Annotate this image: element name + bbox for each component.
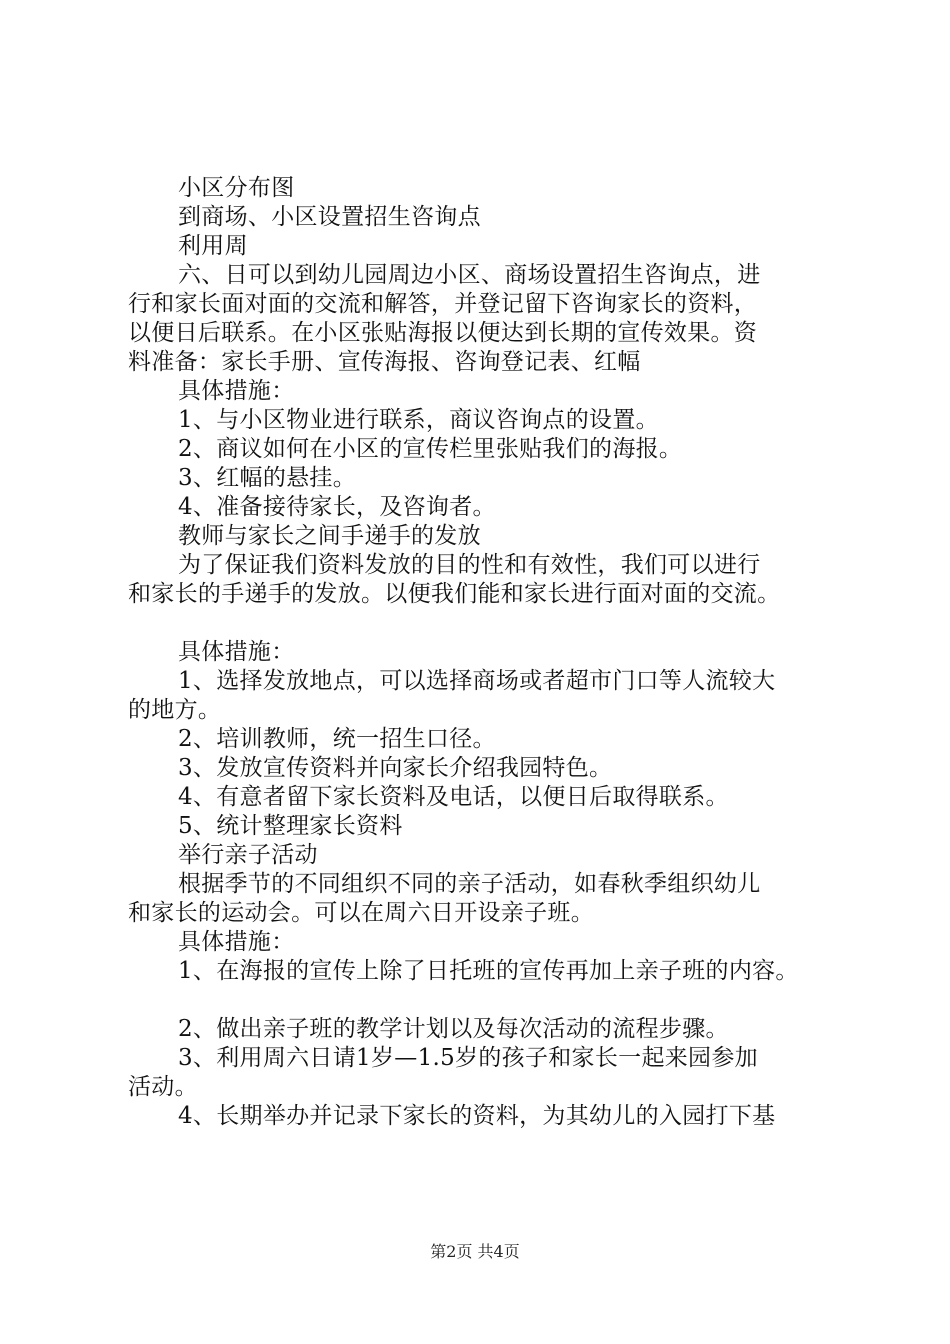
text-line: 4、有意者留下家长资料及电话，以便日后取得联系。 (178, 784, 729, 810)
text-line: 六、日可以到幼儿园周边小区、商场设置招生咨询点，进 (178, 262, 761, 288)
text-line: 小区分布图 (178, 175, 295, 201)
text-line: 4、长期举办并记录下家长的资料，为其幼儿的入园打下基 (178, 1103, 776, 1129)
text-line: 具体措施： (178, 378, 295, 404)
text-line: 3、利用周六日请1岁—1.5岁的孩子和家长一起来园参加 (178, 1045, 758, 1071)
text-line: 1、与小区物业进行联系，商议咨询点的设置。 (178, 407, 659, 433)
text-line: 具体措施： (178, 639, 295, 665)
text-line: 为了保证我们资料发放的目的性和有效性，我们可以进行 (178, 552, 761, 578)
text-line: 的地方。 (128, 697, 222, 723)
blank-line (128, 609, 848, 638)
text-line: 3、发放宣传资料并向家长介绍我园特色。 (178, 755, 613, 781)
text-line: 3、红幅的悬挂。 (178, 465, 357, 491)
text-line: 以便日后联系。在小区张贴海报以便达到长期的宣传效果。资 (128, 320, 758, 346)
text-line: 2、培训教师，统一招生口径。 (178, 726, 496, 752)
document-body (128, 174, 848, 1131)
text-line: 活动。 (128, 1074, 198, 1100)
text-line: 行和家长面对面的交流和解答，并登记留下咨询家长的资料， (128, 291, 758, 317)
text-line: 1、在海报的宣传上除了日托班的宣传再加上亲子班的内容。 (178, 958, 799, 984)
text-line: 具体措施： (178, 929, 295, 955)
text-line: 教师与家长之间手递手的发放 (178, 523, 481, 549)
page-number-footer: 第2页 共4页 (430, 1242, 520, 1261)
text-line: 2、商议如何在小区的宣传栏里张贴我们的海报。 (178, 436, 683, 462)
text-line: 根据季节的不同组织不同的亲子活动，如春秋季组织幼儿 (178, 871, 761, 897)
text-line: 2、做出亲子班的教学计划以及每次活动的流程步骤。 (178, 1016, 729, 1042)
text-line: 利用周 (178, 233, 248, 259)
text-line: 料准备：家长手册、宣传海报、咨询登记表、红幅 (128, 349, 641, 375)
text-line: 和家长的手递手的发放。以便我们能和家长进行面对面的交流。 (128, 581, 781, 607)
text-line: 举行亲子活动 (178, 842, 318, 868)
text-line: 1、选择发放地点，可以选择商场或者超市门口等人流较大 (178, 668, 776, 694)
text-line: 5、统计整理家长资料 (178, 813, 403, 839)
blank-line (128, 986, 848, 1015)
text-line: 4、准备接待家长，及咨询者。 (178, 494, 496, 520)
text-line: 和家长的运动会。可以在周六日开设亲子班。 (128, 900, 594, 926)
text-line: 到商场、小区设置招生咨询点 (178, 204, 481, 230)
